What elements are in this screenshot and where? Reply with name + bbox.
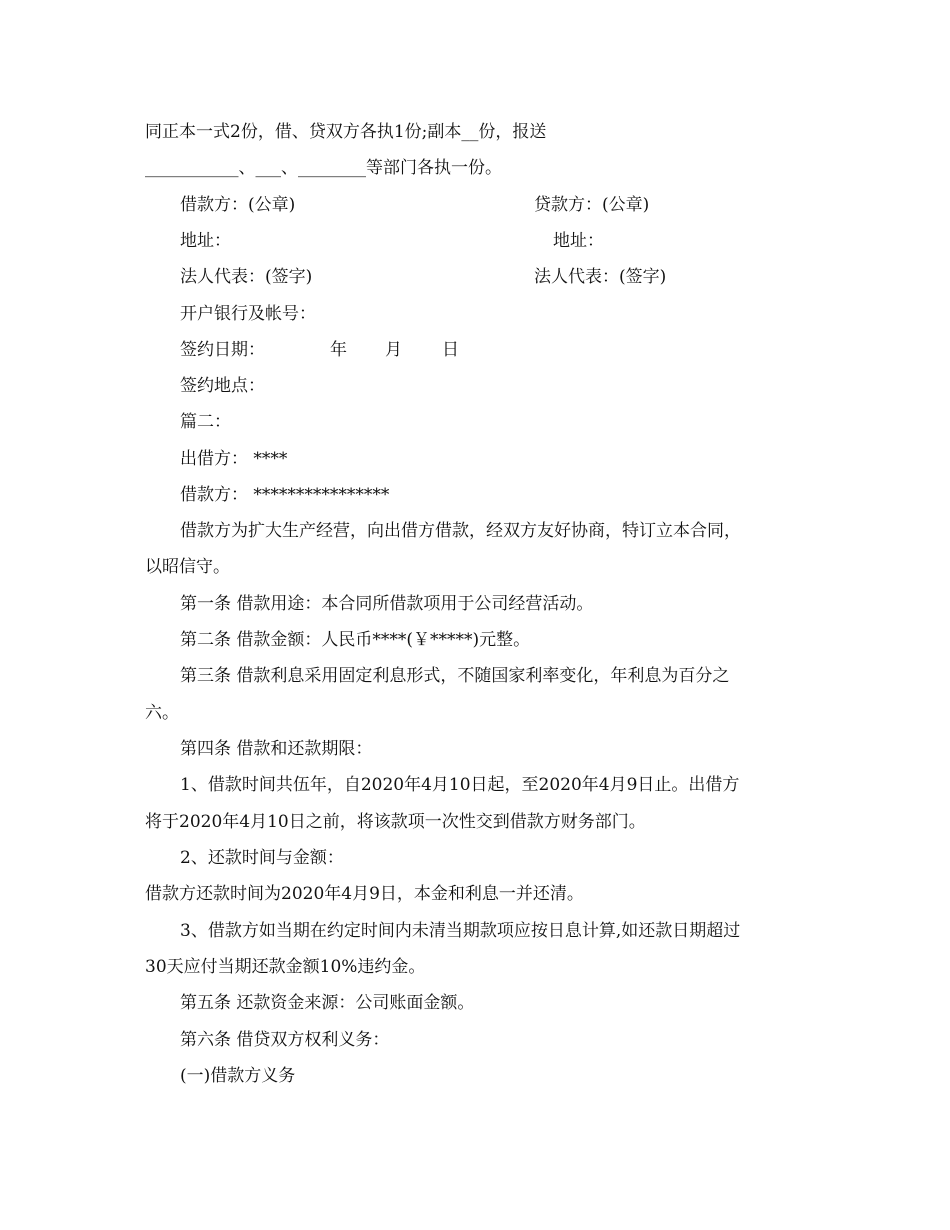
borrower-line: 借款方： **************** <box>180 485 390 505</box>
article-2: 第二条 借款金额：人民币****(￥*****)元整。 <box>180 630 531 650</box>
article-4-item-1-cont: 将于2020年4月10日之前，将该款项一次性交到借款方财务部门。 <box>145 812 646 832</box>
lender-line: 出借方： **** <box>180 449 288 469</box>
article-4-item-2: 2、还款时间与金额： <box>180 848 344 868</box>
borrower-rep-label: 法人代表：(签字) <box>180 267 313 287</box>
sign-date-year: 年 <box>330 340 347 360</box>
paragraph-line: 同正本一式2份，借、贷双方各执1份;副本__份，报送 <box>145 122 547 142</box>
sign-date-day: 日 <box>442 340 459 360</box>
lender-seal-label: 贷款方：(公章) <box>534 195 650 215</box>
article-4-item-2-cont: 借款方还款时间为2020年4月9日，本金和利息一并还清。 <box>145 884 584 904</box>
article-1: 第一条 借款用途：本合同所借款项用于公司经营活动。 <box>180 594 594 614</box>
article-4: 第四条 借款和还款期限： <box>180 739 373 759</box>
article-3-cont: 六。 <box>145 703 179 723</box>
borrower-address-label: 地址： <box>180 231 231 251</box>
article-4-item-1: 1、借款时间共伍年，自2020年4月10日起，至2020年4月9日止。出借方 <box>180 775 740 795</box>
paragraph-line: ___________、___、________等部门各执一份。 <box>145 158 502 178</box>
lender-rep-label: 法人代表：(签字) <box>534 267 667 287</box>
section-heading: 篇二： <box>180 412 231 432</box>
sign-place-label: 签约地点： <box>180 376 265 396</box>
lender-address-label: 地址： <box>553 231 604 251</box>
paragraph-line: 以昭信守。 <box>145 557 230 577</box>
borrower-seal-label: 借款方：(公章) <box>180 195 296 215</box>
article-4-item-3: 3、借款方如当期在约定时间内未清当期款项应按日息计算,如还款日期超过 <box>180 921 741 941</box>
sign-date-label: 签约日期： <box>180 340 265 360</box>
article-6-item-1: (一)借款方义务 <box>180 1066 296 1086</box>
article-5: 第五条 还款资金来源：公司账面金额。 <box>180 993 475 1013</box>
article-3: 第三条 借款利息采用固定利息形式，不随国家利率变化，年利息为百分之 <box>180 666 730 686</box>
article-4-item-3-cont: 30天应付当期还款金额10%违约金。 <box>145 957 426 977</box>
article-6: 第六条 借贷双方权利义务： <box>180 1030 390 1050</box>
bank-account-label: 开户银行及帐号： <box>180 304 316 324</box>
sign-date-month: 月 <box>385 340 402 360</box>
paragraph-line: 借款方为扩大生产经营，向出借方借款，经双方友好协商，特订立本合同， <box>180 521 741 541</box>
